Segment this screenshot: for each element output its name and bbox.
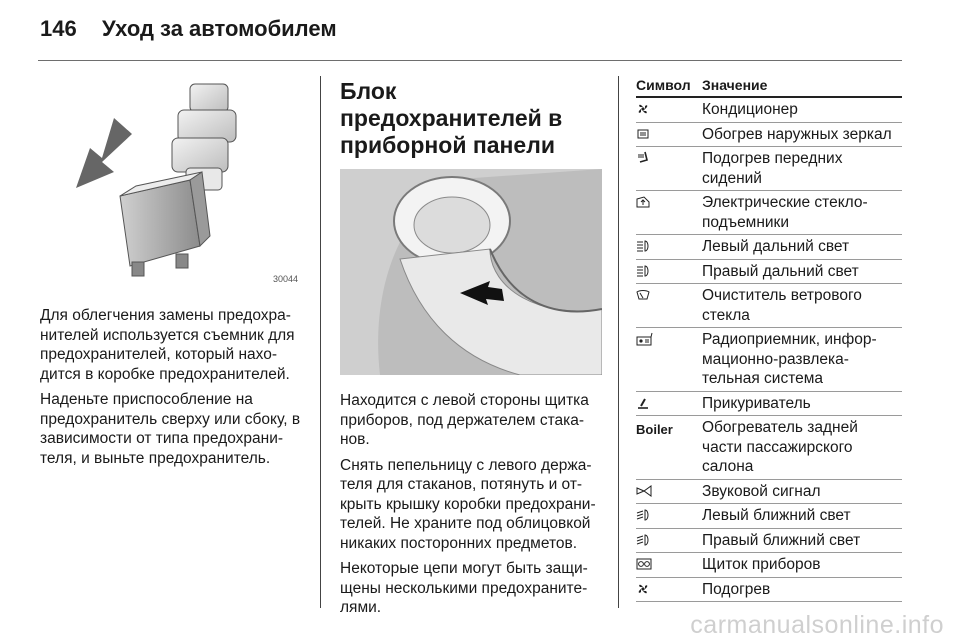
high-beam-icon (636, 237, 702, 257)
paragraph: Наденьте приспособление на предохранитель сверху или сбоку, в зависимости от типа предохрани-теля, и выньте предохранитель. (40, 391, 301, 467)
column-left (40, 76, 302, 468)
mirror-heat-icon (636, 125, 702, 145)
meaning-text: Прикуриватель (702, 394, 811, 412)
table-row (636, 578, 902, 603)
fuse-puller-illustration (40, 76, 302, 288)
meaning-text: Обогреватель задней части пассажирского салона (702, 419, 858, 475)
fuse-puller-drawing (40, 76, 302, 288)
table-row (636, 416, 902, 480)
column-divider-right (618, 76, 619, 608)
symbol-text: Boiler (636, 422, 673, 437)
meaning-text: Звуковой сигнал (702, 482, 821, 500)
paragraph: Находится с левой стороны щитка приборов, под держателем стака-нов. (340, 392, 589, 448)
watermark: carmanualsonline.info (690, 611, 944, 639)
fuse-symbol-table (636, 76, 902, 602)
table-row (636, 392, 902, 417)
meaning-text: Щиток приборов (702, 556, 821, 573)
power-window-icon (636, 193, 702, 232)
meaning-text: Кондиционер (702, 101, 798, 118)
table-row (636, 123, 902, 148)
horn-icon (636, 482, 702, 502)
meaning-text: Левый ближний свет (702, 507, 851, 524)
high-beam-icon (636, 262, 702, 282)
seat-heat-icon (636, 149, 702, 188)
paragraph: Снять пепельницу с левого держа-теля для стаканов, потянуть и от-крыть крышку коробки предохрани-телей. Не храните под облицовкой никаких посторонних предметов. (340, 456, 596, 552)
meaning-text: Подогрев передних сидений (702, 150, 843, 187)
table-row (636, 235, 902, 260)
meaning-text: Правый дальний свет (702, 262, 859, 280)
meaning-text: Подогрев (702, 580, 771, 598)
column-divider-left (320, 76, 321, 608)
meaning-text: Левый дальний свет (702, 238, 850, 255)
table-row (636, 480, 902, 505)
paragraph: Для облегчения замены предохра-нителей используется съемник для предохранителей, который нахо-дится в коробке предохранителей. (40, 307, 295, 383)
column-header-symbol: Символ (636, 77, 691, 93)
table-row (636, 147, 902, 191)
low-beam-icon (636, 531, 702, 551)
table-row (636, 284, 902, 328)
meaning-text: Очиститель ветрового стекла (702, 287, 862, 324)
chapter-title: Уход за автомобилем (102, 16, 337, 41)
table-row (636, 328, 902, 392)
meaning-text: Радиоприемник, инфор-мационно-развлека-тельная система (702, 331, 877, 387)
fan-icon (636, 100, 702, 120)
page-header (40, 16, 337, 46)
figure-id: 30044 (272, 274, 298, 284)
paragraph: Некоторые цепи могут быть защи-щены несколькими предохраните-лями. (340, 560, 588, 616)
table-row (636, 553, 902, 578)
instrument-panel-icon (636, 555, 702, 575)
table-row (636, 529, 902, 554)
low-beam-icon (636, 506, 702, 526)
table-header (636, 76, 902, 98)
table-row (636, 191, 902, 235)
fuse-box-location-illustration (340, 169, 602, 375)
wiper-icon (636, 286, 702, 325)
table-row (636, 98, 902, 123)
radio-icon (636, 330, 702, 389)
section-title: Блок предохранителей в приборной панели (340, 78, 563, 158)
fuse-box-drawing (340, 169, 602, 375)
page-number: 146 (40, 16, 77, 41)
meaning-text: Электрические стекло-подъемники (702, 194, 868, 231)
fan-icon (636, 580, 702, 600)
table-row (636, 260, 902, 285)
meaning-text: Обогрев наружных зеркал (702, 125, 892, 143)
lighter-icon (636, 394, 702, 414)
meaning-text: Правый ближний свет (702, 531, 861, 549)
column-middle (340, 76, 602, 618)
table-row (636, 504, 902, 529)
header-rule (38, 60, 902, 61)
column-header-meaning: Значение (702, 77, 768, 93)
